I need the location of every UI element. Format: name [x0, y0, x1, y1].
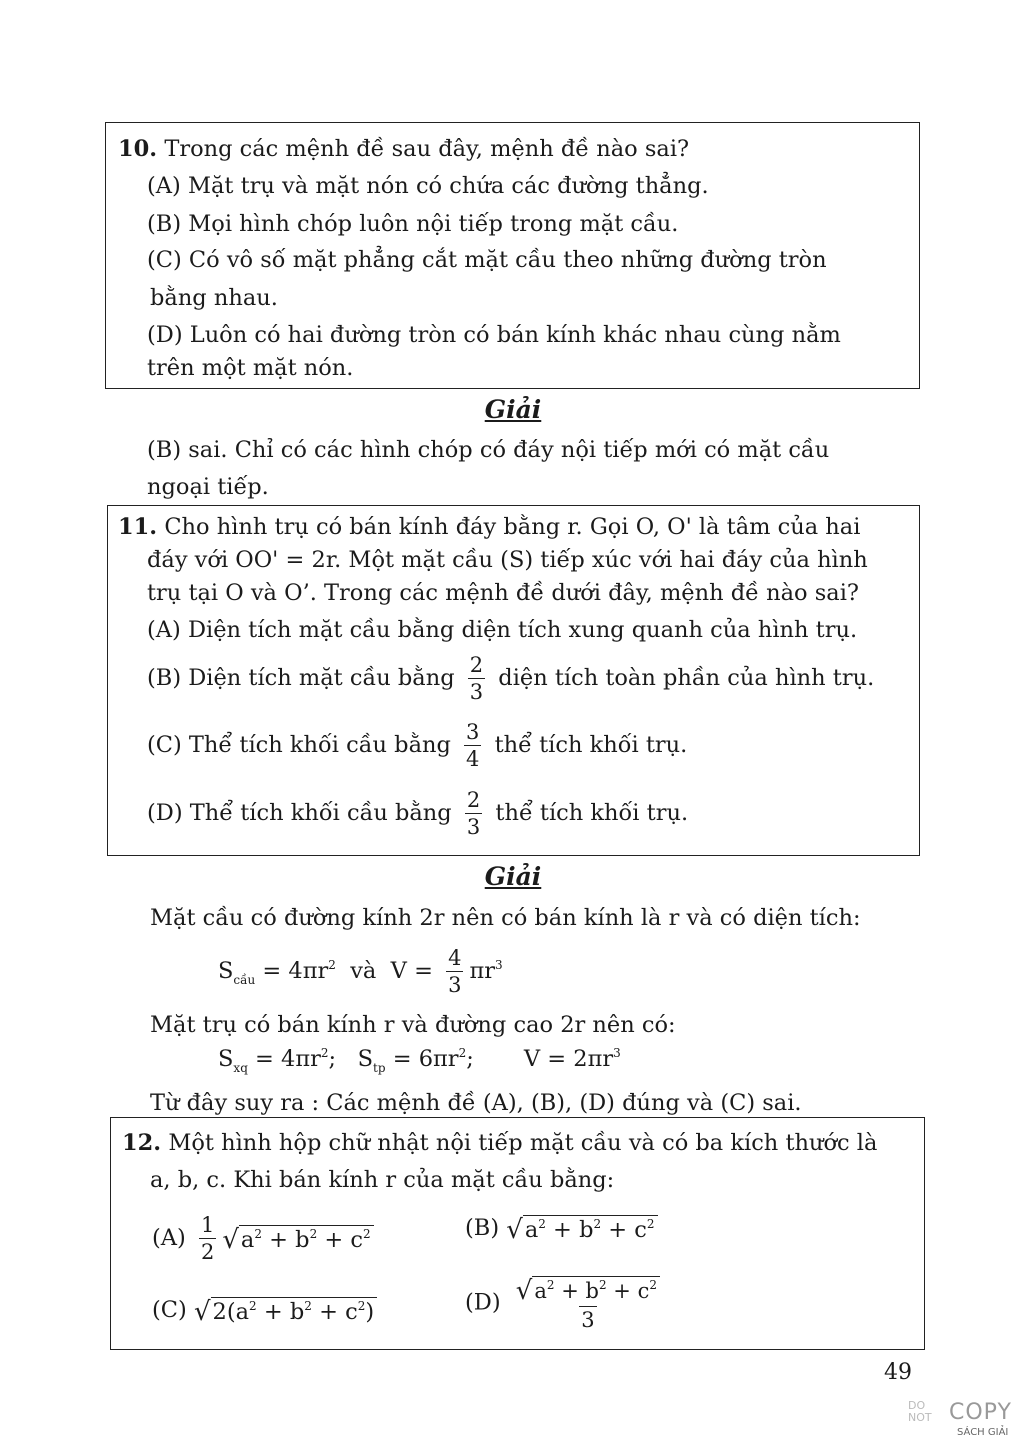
question-12-stem: 12. Một hình hộp chữ nhật nội tiếp mặt cầu và có ba kích thước là [122, 1130, 878, 1156]
option-b: (B) Diện tích mặt cầu bằng $\frac{2}{3}$ diện tích toàn phần của hình trụ. [147, 653, 875, 704]
option-d-cont: trên một mặt nón. [147, 355, 354, 381]
option-d: (D) Thể tích khối cầu bằng $\frac{2}{3}$ thể tích khối trụ. [147, 788, 689, 839]
sphere-formulas: $S_{cầu} = 4\pi r^2$ và V = $\frac{4}{3}$ $\pi r^3$ [218, 946, 503, 997]
square-root: √ $a^2 + b^2 + c^2$ [516, 1276, 660, 1304]
question-10-stem: 10. Trong các mệnh đề sau đây, mệnh đề nào sai? [118, 136, 690, 162]
option-c: (C) Thể tích khối cầu bằng $\frac{3}{4}$ thể tích khối trụ. [147, 720, 688, 771]
square-root: √ $a^2 + b^2 + c^2$ [222, 1225, 373, 1253]
solution-11-conclusion: Từ đây suy ra : Các mệnh đề (A), (B), (D) đúng và (C) sai. [150, 1090, 802, 1116]
watermark-logo: DO NOT COPY SÁCH GIẢI [908, 1399, 1012, 1438]
fraction: $\frac{2}{3}$ [466, 788, 481, 839]
option-c: (C) Có vô số mặt phẳng cắt mặt cầu theo những đường tròn [147, 247, 827, 273]
solution-11-line: Mặt trụ có bán kính r và đường cao 2r nên có: [150, 1012, 676, 1038]
question-11-stem: 11. Cho hình trụ có bán kính đáy bằng r. Gọi O, O' là tâm của hai [118, 514, 861, 540]
option-a: (A) Mặt trụ và mặt nón có chứa các đường thẳng. [147, 173, 709, 199]
question-11-stem-line: trụ tại O và O’. Trong các mệnh đề dưới đây, mệnh đề nào sai? [147, 580, 859, 606]
page-number: 49 [884, 1360, 912, 1385]
option-b: (B) Mọi hình chóp luôn nội tiếp trong mặt cầu. [147, 211, 679, 237]
question-11-stem-line: đáy với OO' = 2r. Một mặt cầu (S) tiếp xúc với hai đáy của hình [147, 547, 868, 573]
fraction: √ $a^2 + b^2 + c^2$ 3 [514, 1276, 662, 1331]
question-number: 10. [118, 136, 158, 162]
question-number: 12. [122, 1130, 162, 1156]
fraction: $\frac{3}{4}$ [466, 720, 480, 771]
option-d: (D) Luôn có hai đường tròn có bán kính khác nhau cùng nằm [147, 322, 841, 348]
question-number: 11. [118, 514, 158, 540]
question-12-stem-line: a, b, c. Khi bán kính r của mặt cầu bằng: [150, 1167, 615, 1193]
cylinder-formulas: $S_{xq} = 4\pi r^2$; $S_{tp} = 6\pi r^2$; $V = 2\pi r^3$ [218, 1046, 621, 1075]
square-root: √ $a^2 + b^2 + c^2$ [506, 1215, 657, 1243]
option-c-cont: bằng nhau. [150, 285, 278, 311]
option-a: (A) Diện tích mặt cầu bằng diện tích xung quanh của hình trụ. [147, 617, 858, 643]
solution-10-line: ngoại tiếp. [147, 474, 269, 500]
option-b: (B) √ $a^2 + b^2 + c^2$ [465, 1213, 658, 1243]
solution-10-line: (B) sai. Chỉ có các hình chóp có đáy nội tiếp mới có mặt cầu [147, 437, 830, 463]
fraction: $\frac{4}{3}$ [448, 946, 462, 997]
option-d: (D) √ $a^2 + b^2 + c^2$ 3 [465, 1276, 668, 1331]
solution-heading: Giải [484, 395, 542, 424]
square-root: √ $2(a^2 + b^2 + c^2)$ [194, 1297, 377, 1325]
fraction: $\frac{2}{3}$ [469, 653, 484, 704]
option-a: (A) $\frac{1}{2}$ √ $a^2 + b^2 + c^2$ [152, 1215, 374, 1263]
solution-heading: Giải [484, 862, 542, 891]
solution-11-line: Mặt cầu có đường kính 2r nên có bán kính là r và có diện tích: [150, 905, 861, 931]
fraction: $\frac{1}{2}$ [200, 1213, 215, 1264]
option-c: (C) √ $2(a^2 + b^2 + c^2)$ [152, 1295, 377, 1325]
